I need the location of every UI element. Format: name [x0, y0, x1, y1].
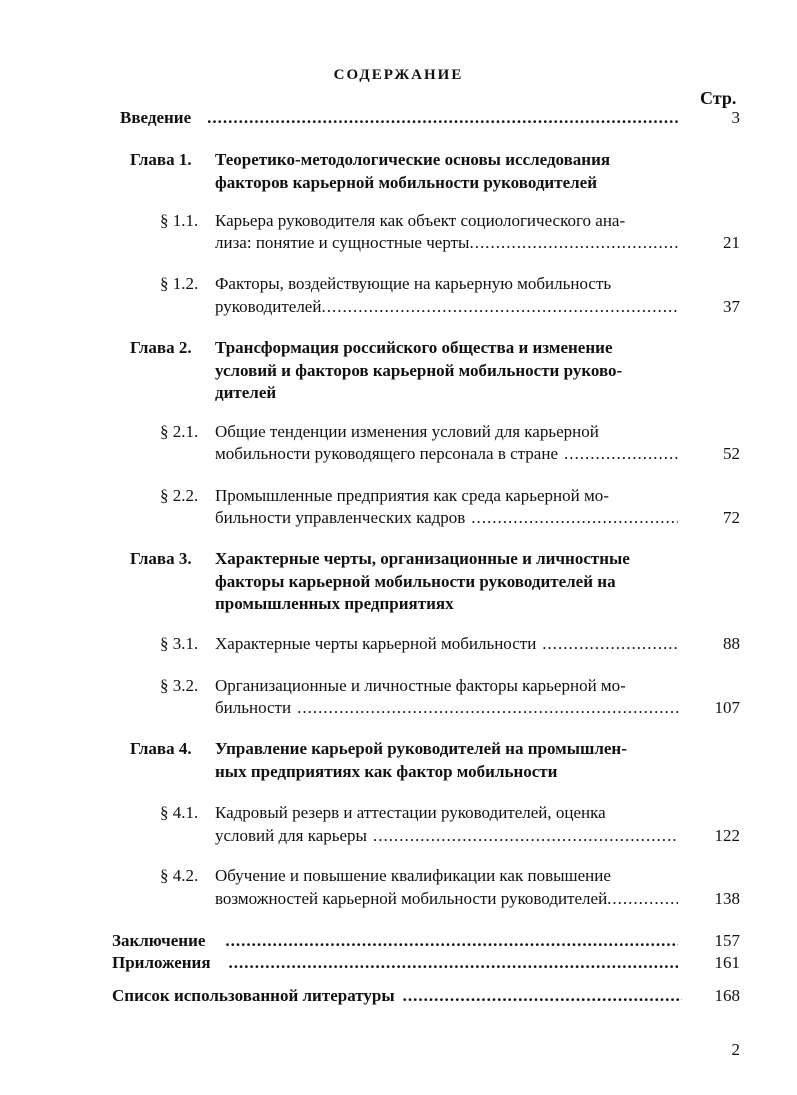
- leader-dots: [229, 953, 678, 973]
- leader-dots: [297, 698, 678, 718]
- section-label: § 2.2.: [160, 486, 199, 505]
- section-label: § 1.1.: [160, 211, 199, 230]
- section-label: § 3.2.: [160, 676, 199, 695]
- toc-entry-3-1[interactable]: [215, 634, 678, 654]
- toc-conclusion-page: 157: [714, 931, 740, 950]
- chapter-title-line: факторов карьерной мобильности руководителей: [215, 173, 598, 192]
- leader-dots: [321, 297, 678, 317]
- leader-dots: [225, 931, 678, 951]
- section-label: § 1.2.: [160, 274, 199, 293]
- section-title-line: Факторы, воздействующие на карьерную мобильность: [215, 274, 612, 293]
- chapter-title-line: Теоретико-методологические основы исследования: [215, 150, 611, 169]
- section-label: § 4.1.: [160, 803, 199, 822]
- section-title-line: Характерные черты карьерной мобильности: [215, 634, 537, 653]
- leader-dots: [469, 233, 678, 253]
- section-page: 107: [714, 698, 740, 717]
- chapter-label: Глава 3.: [130, 549, 192, 568]
- toc-intro-page: 3: [731, 108, 740, 127]
- section-label: § 2.1.: [160, 422, 199, 441]
- page-number: 2: [731, 1040, 740, 1059]
- toc-references-page: 168: [714, 986, 740, 1005]
- leader-dots: [471, 508, 678, 528]
- toc-references-label: Список использованной литературы: [112, 986, 395, 1005]
- section-title-line: Кадровый резерв и аттестации руководителей, оценка: [215, 803, 606, 822]
- leader-dots: [207, 108, 680, 128]
- toc-entry-2-1[interactable]: [215, 444, 678, 464]
- section-title-line: руководителей: [215, 297, 322, 316]
- section-title-line: мобильности руководящего персонала в стране: [215, 444, 558, 463]
- chapter-title-line: условий и факторов карьерной мобильности руково-: [215, 361, 623, 380]
- section-title-line: Промышленные предприятия как среда карьерной мо-: [215, 486, 609, 505]
- section-title-line: Обучение и повышение квалификации как повышение: [215, 866, 611, 885]
- section-title-line: Карьера руководителя как объект социологического ана-: [215, 211, 626, 230]
- section-page: 138: [714, 889, 740, 908]
- chapter-title-line: ных предприятиях как фактор мобильности: [215, 762, 558, 781]
- section-title-line: лиза: понятие и сущностные черты: [215, 233, 470, 252]
- chapter-label: Глава 1.: [130, 150, 192, 169]
- toc-entry-1-1[interactable]: [215, 233, 678, 253]
- chapter-title-line: промышленных предприятиях: [215, 594, 454, 613]
- section-title-line: Организационные и личностные факторы карьерной мо-: [215, 676, 626, 695]
- toc-entry-1-2[interactable]: [215, 297, 678, 317]
- leader-dots: [564, 444, 678, 464]
- section-page: 21: [723, 233, 740, 252]
- toc-entry-2-2[interactable]: [215, 508, 678, 528]
- toc-appendix-label: Приложения: [112, 953, 211, 972]
- section-page: 37: [723, 297, 740, 316]
- leader-dots: [373, 826, 678, 846]
- section-page: 52: [723, 444, 740, 463]
- chapter-title-line: дителей: [215, 383, 277, 402]
- page-title: СОДЕРЖАНИЕ: [333, 67, 464, 83]
- chapter-label: Глава 2.: [130, 338, 192, 357]
- section-title-line: возможностей карьерной мобильности руководителей: [215, 889, 608, 908]
- toc-conclusion[interactable]: [112, 931, 678, 951]
- section-label: § 4.2.: [160, 866, 199, 885]
- chapter-title-line: Характерные черты, организационные и личностные: [215, 549, 630, 568]
- toc-intro[interactable]: [120, 108, 680, 128]
- toc-references[interactable]: [112, 986, 682, 1006]
- toc-intro-label: Введение: [120, 108, 192, 127]
- leader-dots: [403, 986, 682, 1006]
- leader-dots: [542, 634, 678, 654]
- section-title-line: бильности: [215, 698, 292, 717]
- section-title-line: условий для карьеры: [215, 826, 367, 845]
- toc-appendix[interactable]: [112, 953, 678, 973]
- toc-entry-4-2[interactable]: [215, 889, 678, 909]
- leader-dots: [607, 889, 678, 909]
- toc-entry-3-2[interactable]: [215, 698, 678, 718]
- toc-conclusion-label: Заключение: [112, 931, 206, 950]
- section-page: 72: [723, 508, 740, 527]
- section-page: 88: [723, 634, 740, 653]
- toc-entry-4-1[interactable]: [215, 826, 678, 846]
- section-title-line: Общие тенденции изменения условий для карьерной: [215, 422, 599, 441]
- section-title-line: бильности управленческих кадров: [215, 508, 466, 527]
- chapter-title-line: Управление карьерой руководителей на промышлен-: [215, 739, 627, 758]
- page-column-header: Стр.: [700, 88, 737, 108]
- chapter-label: Глава 4.: [130, 739, 192, 758]
- toc-appendix-page: 161: [714, 953, 740, 972]
- section-label: § 3.1.: [160, 634, 199, 653]
- chapter-title-line: Трансформация российского общества и изменение: [215, 338, 613, 357]
- section-page: 122: [714, 826, 740, 845]
- chapter-title-line: факторы карьерной мобильности руководителей на: [215, 572, 616, 591]
